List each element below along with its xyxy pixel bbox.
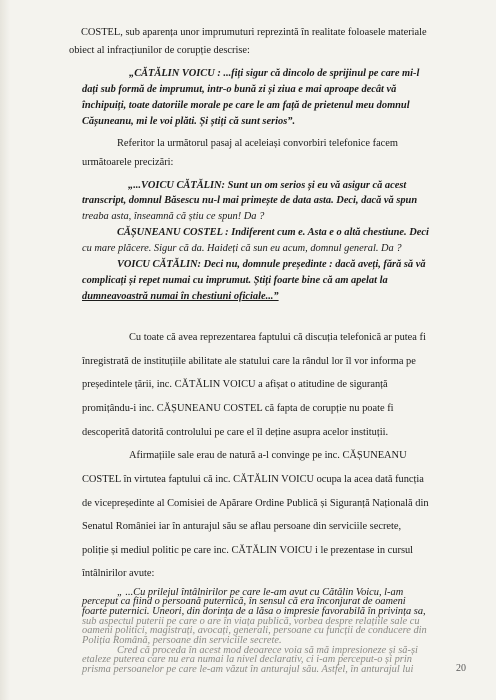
quote-line: sub aspectul puterii pe care o are în viața publică, vorbea despre relațiile sale cu: [82, 615, 420, 627]
quote-line: „CĂTĂLIN VOICU : ...fiți sigur că dincolo de sprijinul pe care mi-l: [129, 68, 420, 79]
quote-line: foarte puternici. Uneori, din dorința de a lăsa o impresie favorabilă în privința sa,: [82, 606, 426, 617]
quote-line: Poliția Română, persoane din serviciile secrete.: [82, 635, 282, 646]
text-line: Afirmațiile sale erau de natură a-l convinge pe inc. CĂȘUNEANU: [129, 450, 407, 461]
text-line: președintele țării, inc. CĂTĂLIN VOICU a afișat o atitudine de siguranță: [82, 379, 388, 390]
quote-line: dumneavoastră numai în chestiuni oficiale...”: [82, 291, 279, 302]
quote-line: transcript, domnul Băsescu nu-l mai primește de data asta. Deci, dacă vă spun: [82, 195, 418, 206]
quote-line: Cred că proceda în acest mod deoarece voia să mă impresioneze și să-și: [117, 644, 418, 656]
quote-line: închipuiți, toate datoriile morale pe care le am față de prietenul meu domnul: [82, 100, 410, 111]
quote-line: CĂȘUNEANU COSTEL : Indiferent cum e. Asta e o altă chestiune. Deci: [117, 227, 429, 238]
quote-line: complicați și repet numai cu imprumut. Știți foarte bine că am apelat la: [82, 275, 388, 286]
text-line: COSTEL, sub aparența unor imprumuturi reprezintă în realitate foloasele materiale: [81, 27, 427, 38]
quote-line: treaba asta, înseamnă că știu ce spun! Da ?: [82, 211, 265, 222]
quote-line: „...VOICU CĂTĂLIN: Sunt un om serios și eu vă asigur că acest: [128, 180, 407, 191]
text-line: COSTEL în virtutea faptului că inc. CĂTĂLIN VOICU ocupa la acea dată funcția: [82, 474, 424, 485]
text-line: promițându-i inc. CĂȘUNEANU COSTEL că fapta de corupție nu poate fi: [82, 403, 394, 414]
quote-line: VOICU CĂTĂLIN: Deci nu, domnule președinte : dacă aveți, fără să vă: [117, 259, 426, 270]
text-line: descoperită datorită controlului pe care el îl deține asupra acelor instituții.: [82, 427, 389, 438]
quote-line: „ ...Cu prilejul întâlnirilor pe care le-am avut cu Cătălin Voicu, l-am: [117, 586, 404, 598]
quote-line: Cășuneanu, mi le voi plăti. Și știți că sunt serios”.: [82, 116, 296, 127]
quote-line: prisma persoanelor pe care le-am văzut în anturajul său. Astfel, în anturajul lui: [82, 664, 414, 675]
text-line: de vicepreședinte al Comisiei de Apărare Ordine Publică și Siguranță Națională din: [82, 498, 429, 509]
text-line: întâlnirilor avute:: [82, 568, 155, 579]
quote-line: oameni politici, magistrați, avocați, generali, persoane cu funcții de conducere din: [82, 625, 427, 637]
text-line: poliție și mediul politic pe care inc. CĂTĂLIN VOICU i le prezentase in cursul: [82, 545, 414, 556]
text-line: Referitor la următorul pasaj al aceleiași convorbiri telefonice facem: [117, 138, 398, 149]
text-line: următoarele precizări:: [82, 157, 174, 168]
text-line: Senatul României iar în anturajul său se aflau persoane din serviciile secrete,: [82, 521, 402, 532]
quote-line: cu mare plăcere. Sigur că da. Haideți că sun eu acum, domnul general. Da ?: [82, 243, 402, 254]
quote-line: dați sub formă de imprumut, intr-o bună zi și ziua e mai aproape decât vă: [82, 84, 397, 95]
quote-line: etaleze puterea care nu era numai la nivel declarativ, ci i-am perceput-o și prin: [82, 654, 412, 666]
text-line: obiect al infracțiunilor de corupție descrise:: [69, 45, 250, 56]
scan-edge-shadow: [0, 0, 10, 700]
quote-line: perceput ca fiind o persoană puternică, în sensul că era înconjurat de oameni: [82, 596, 406, 608]
page-number: 20: [456, 663, 466, 674]
text-line: înregistrată de instituțiile abilitate ale statului care la rândul lor îl vor informa pe: [82, 356, 416, 367]
text-line: Cu toate că avea reprezentarea faptului că discuția telefonică ar putea fi: [129, 332, 426, 343]
